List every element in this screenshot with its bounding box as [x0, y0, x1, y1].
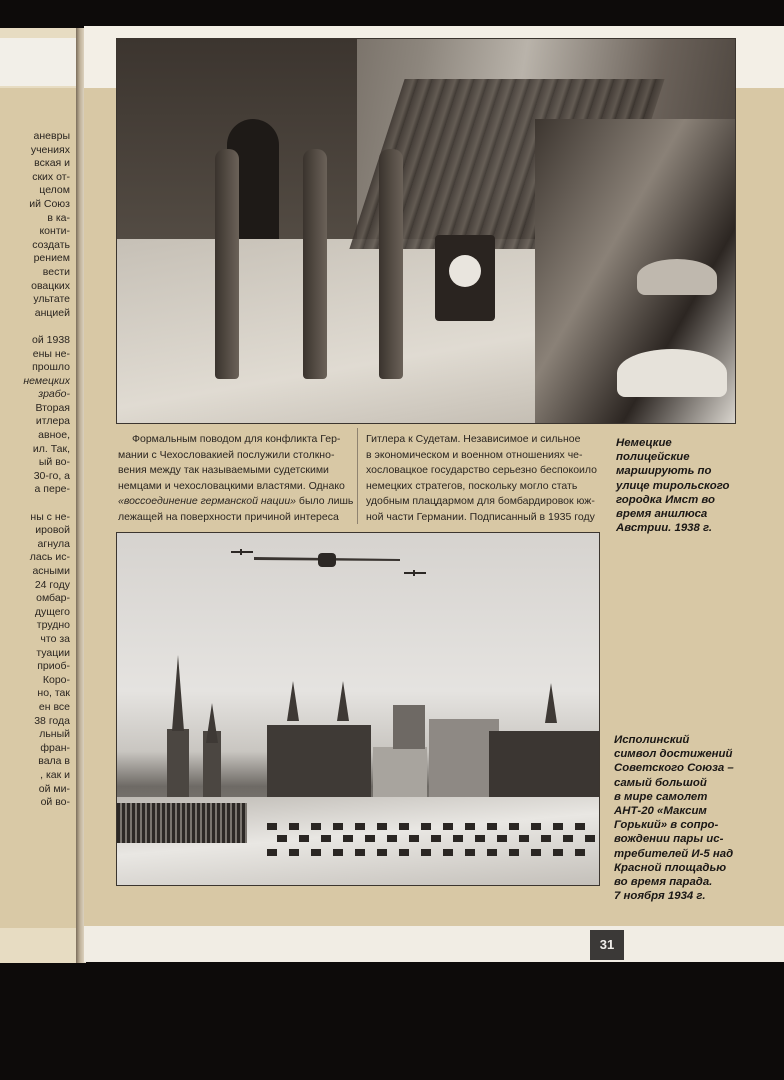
soldier-figure: [379, 149, 403, 379]
caption-bottom-line: вождении пары ис-: [614, 833, 724, 846]
left-column-line: ены не-: [32, 347, 70, 360]
caption-bottom-line: требителей И-5 над: [614, 847, 734, 860]
body-col1-line: лежащей на поверхности причиной интереса: [118, 510, 339, 523]
caption-bottom-line: символ достижений: [614, 748, 733, 761]
left-page-top-band: [0, 38, 78, 86]
caption-marching-police: [616, 436, 729, 535]
page-bottom-band: [84, 926, 784, 962]
left-column-line: итлера: [35, 415, 70, 428]
caption-bottom-line: Исполинский: [614, 734, 690, 746]
body-text-column-2: [366, 432, 598, 526]
left-column-line: учениях: [30, 143, 70, 156]
caption-bottom-line: Горький» в сопро-: [614, 819, 719, 832]
caption-bottom-line: самый большой: [614, 776, 707, 789]
left-column-line: 24 году: [34, 578, 70, 591]
left-column-line: ой 1938: [32, 333, 70, 346]
caption-top-line: время аншлюса: [616, 508, 708, 521]
city-building: [373, 747, 427, 797]
left-column-line: ой во-: [40, 796, 70, 809]
body-text-column-1: [118, 432, 354, 526]
left-column-line: в ка-: [47, 211, 70, 224]
left-column-line: асными: [32, 565, 70, 577]
caption-top-line: городка Имст во: [616, 493, 715, 506]
left-column-line: анцией: [34, 306, 70, 319]
cap-shape: [617, 349, 727, 397]
body-col2-line: немецких стратегов, поскольку могло стать: [366, 479, 578, 492]
left-column-line: ий Союз: [29, 197, 70, 210]
tank-row: [277, 835, 597, 842]
museum-building: [267, 725, 371, 797]
left-column-line: [0, 320, 70, 334]
left-column-line: агнула: [37, 537, 70, 550]
body-col1-line: вения между так называемыми судетскими: [118, 464, 329, 477]
fighter-plane-icon: [404, 569, 426, 577]
left-column-line: вская и: [34, 157, 70, 170]
left-column-line: ских от-: [32, 170, 70, 183]
flag-banner: [435, 235, 495, 321]
soldier-figure: [215, 149, 239, 379]
caption-top-line: марширують по: [616, 465, 712, 478]
left-column-line: немецких: [23, 374, 70, 387]
body-col1-line: [118, 494, 354, 510]
left-column-line: Коро-: [42, 673, 70, 686]
museum-spire: [287, 681, 299, 721]
caption-bottom-line: в мире самолет: [614, 790, 708, 803]
left-column-line: фран-: [40, 741, 70, 754]
gum-spire: [545, 683, 557, 723]
tank-row: [267, 823, 587, 830]
left-column-line: , как и: [40, 768, 70, 781]
left-column-line: вала в: [38, 755, 70, 768]
left-page-text-column: [0, 130, 70, 810]
caption-bottom-line: Советского Союза –: [614, 762, 734, 775]
left-column-line: ультате: [33, 293, 70, 306]
left-column-line: авное,: [38, 429, 70, 442]
caption-bottom-line: во время парада.: [614, 876, 713, 889]
tower-spire: [172, 655, 184, 731]
left-column-line: трудно: [36, 619, 70, 632]
left-column-line: овацких: [31, 279, 70, 292]
left-column-line: Вторая: [35, 401, 70, 414]
left-column-line: [0, 497, 70, 511]
left-column-line: но, так: [37, 687, 70, 700]
text-fragment: было лишь: [296, 495, 354, 508]
body-col1-line: немцами и чехословацкими властями. Однако: [118, 479, 345, 492]
left-column-line: создать: [32, 238, 70, 251]
caption-bottom-line: 7 ноября 1934 г.: [614, 890, 706, 903]
tower-spire: [206, 703, 218, 743]
parade-crowd: [117, 803, 247, 843]
left-column-line: 30-го, а: [33, 469, 70, 482]
left-column-line: ый во-: [38, 456, 70, 469]
tank-row: [267, 849, 597, 856]
left-column-line: прошло: [32, 361, 70, 374]
left-column-line: 38 года: [34, 714, 70, 727]
museum-spire: [337, 681, 349, 721]
left-column-line: приоб-: [37, 660, 70, 673]
left-column-line: льный: [39, 728, 70, 741]
caption-bottom-line: Красной площадью: [614, 861, 727, 874]
caption-top-line: Австрии. 1938 г.: [616, 522, 713, 535]
plane-ant20-icon: [254, 551, 400, 569]
left-column-line: рением: [33, 252, 70, 265]
left-column-line: ен все: [38, 700, 70, 713]
photo-marching-police: [116, 38, 736, 424]
left-column-line: аневры: [33, 130, 70, 142]
left-column-line: ировой: [35, 524, 70, 537]
left-column-line: дущего: [34, 605, 70, 618]
left-column-line: целом: [39, 184, 70, 197]
column-divider: [357, 428, 358, 524]
caption-top-line: Немецкие: [616, 437, 672, 449]
left-column-line: омбар-: [36, 592, 70, 605]
photo-red-square-parade: [116, 532, 600, 886]
left-column-line: а пере-: [34, 483, 70, 496]
left-column-line: вести: [42, 265, 70, 278]
left-page-edge: [0, 28, 78, 963]
caption-top-line: улице тирольского: [616, 479, 730, 492]
caption-top-line: полицейские: [616, 451, 690, 464]
page-number: 31: [590, 930, 624, 960]
left-column-line: конти-: [39, 225, 70, 238]
body-col2-line: ной части Германии. Подписанный в 1935 году: [366, 510, 595, 523]
left-column-line: ой ми-: [38, 782, 70, 795]
body-col2-line: Гитлера к Судетам. Независимое и сильное: [366, 433, 581, 445]
body-col1-line: мании с Чехословакией послужили столкно-: [118, 448, 335, 461]
left-column-line: зрабо-: [38, 388, 70, 401]
left-column-line: ны с не-: [30, 510, 70, 523]
fighter-plane-icon: [231, 548, 253, 556]
left-column-line: туации: [36, 646, 70, 659]
caption-bottom-line: АНТ-20 «Максим: [614, 805, 707, 818]
cap-shape: [637, 259, 717, 295]
body-col2-line: в экономическом и военном отношениях че-: [366, 448, 583, 461]
italic-phrase: «воссоединение германской нации»: [118, 495, 297, 508]
body-col2-line: удобным плацдармом для бомбардировок юж-: [366, 495, 595, 508]
soldier-figure: [303, 149, 327, 379]
left-column-line: лась ис-: [29, 551, 70, 564]
caption-red-square: [614, 733, 734, 903]
left-column-line: что за: [40, 632, 70, 645]
body-col1-line: Формальным поводом для конфликта Гер-: [132, 433, 341, 445]
body-col2-line: хословацкое государство серьезно беспокоило: [366, 464, 597, 477]
left-column-line: ил. Так,: [32, 442, 70, 455]
city-building: [393, 705, 425, 749]
